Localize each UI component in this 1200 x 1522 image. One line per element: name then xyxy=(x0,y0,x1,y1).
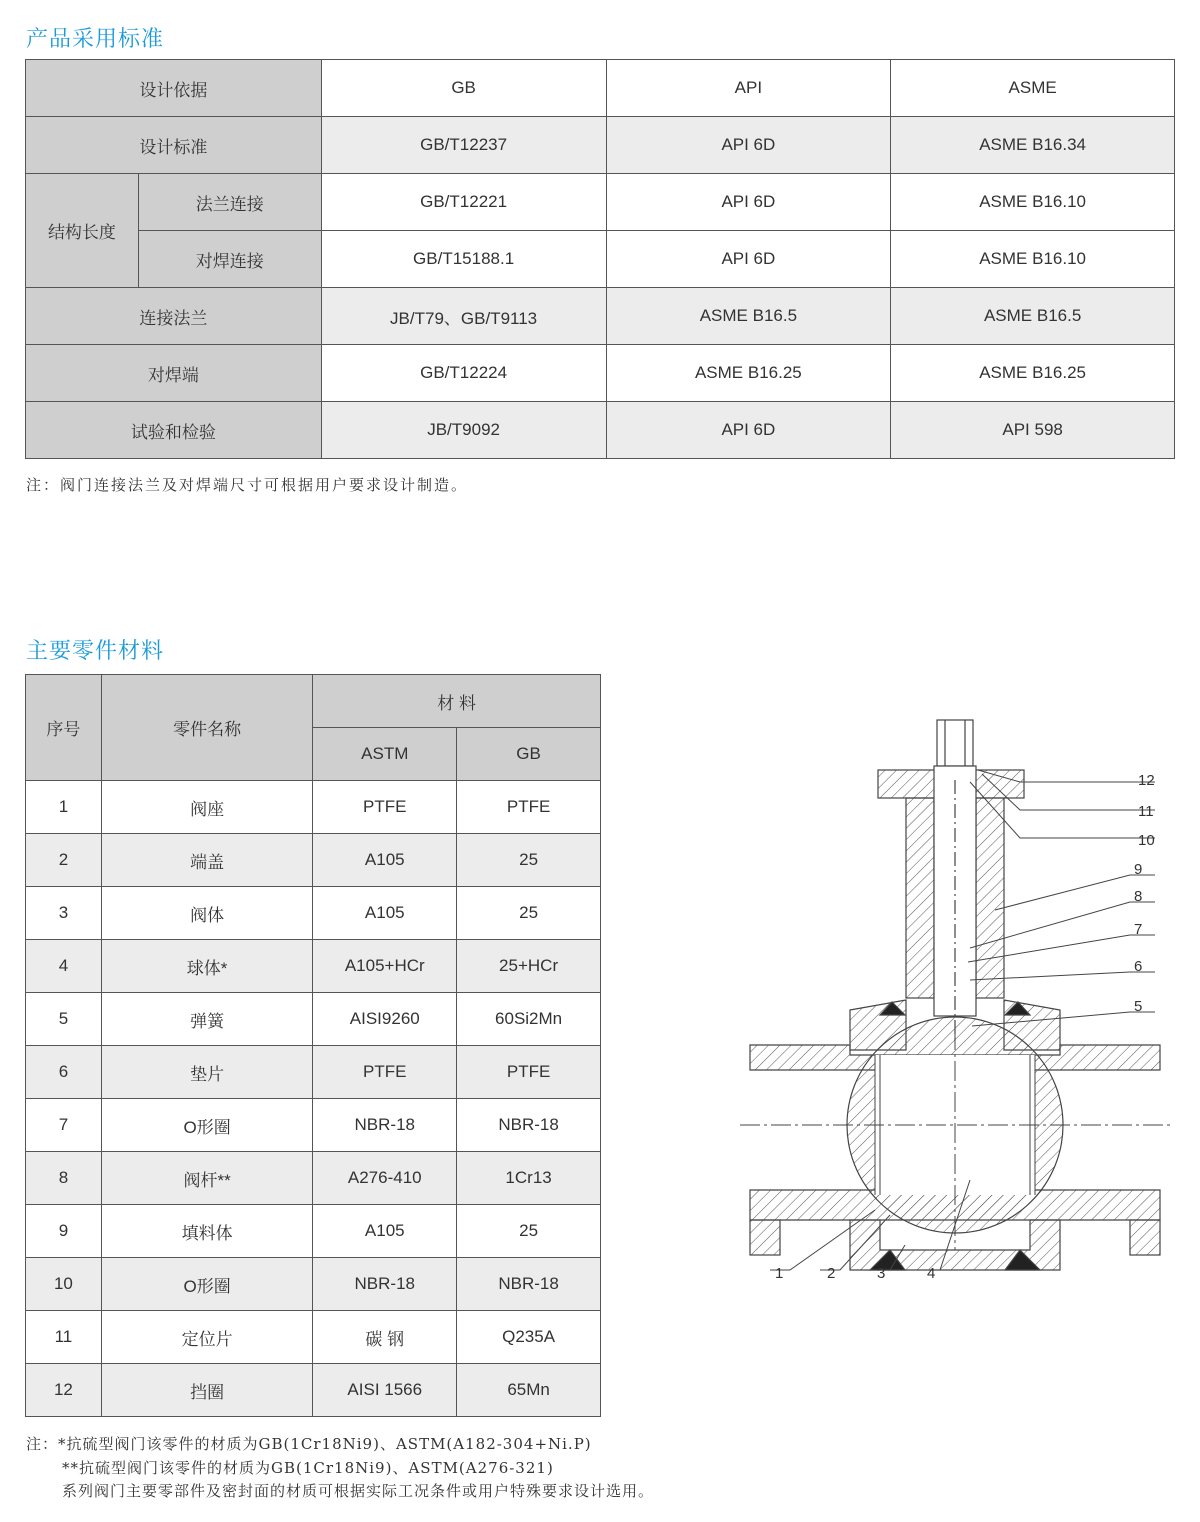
flange-right xyxy=(1130,1220,1160,1255)
cell-asme: ASME B16.10 xyxy=(891,231,1175,288)
cell-asme: ASME B16.34 xyxy=(891,117,1175,174)
cell-name: 填料体 xyxy=(101,1205,313,1258)
standards-note: 注：阀门连接法兰及对焊端尺寸可根据用户要求设计制造。 xyxy=(26,476,469,494)
materials-table xyxy=(25,674,601,1417)
header-gb: GB xyxy=(321,60,606,117)
cell-gb: PTFE xyxy=(457,1046,601,1099)
cell-no: 7 xyxy=(26,1099,102,1152)
cell-gb: Q235A xyxy=(457,1311,601,1364)
part-label-8: 8 xyxy=(1134,888,1143,905)
part-label-10: 10 xyxy=(1138,832,1155,849)
row-group-label: 结构长度 xyxy=(26,174,139,288)
cell-gb: 25 xyxy=(457,887,601,940)
cell-gb: GB/T12237 xyxy=(321,117,606,174)
header-name: 零件名称 xyxy=(101,675,313,781)
table-row xyxy=(26,345,1175,402)
cell-name: 弹簧 xyxy=(101,993,313,1046)
table-row xyxy=(26,288,1175,345)
cell-no: 1 xyxy=(26,781,102,834)
materials-title: 主要零件材料 xyxy=(26,638,165,663)
cell-gb: 60Si2Mn xyxy=(457,993,601,1046)
cell-gb: JB/T9092 xyxy=(321,402,606,459)
row-label: 试验和检验 xyxy=(26,402,322,459)
materials-note-2: **抗硫型阀门该零件的材质为GB(1Cr18Ni9)、ASTM(A276-321) xyxy=(62,1459,554,1477)
cell-api: ASME B16.25 xyxy=(606,345,891,402)
cell-gb: NBR-18 xyxy=(457,1258,601,1311)
cell-astm: A105 xyxy=(313,834,457,887)
part-label-7: 7 xyxy=(1134,921,1143,938)
cell-astm: NBR-18 xyxy=(313,1258,457,1311)
cell-no: 9 xyxy=(26,1205,102,1258)
table-row xyxy=(26,834,601,887)
cell-no: 6 xyxy=(26,1046,102,1099)
cell-api: API 6D xyxy=(606,231,891,288)
part-label-1: 1 xyxy=(775,1265,784,1282)
cell-no: 3 xyxy=(26,887,102,940)
table-row xyxy=(26,1258,601,1311)
table-row xyxy=(26,887,601,940)
header-no: 序号 xyxy=(26,675,102,781)
cell-name: 阀体 xyxy=(101,887,313,940)
row-label: 连接法兰 xyxy=(26,288,322,345)
cell-gb: 25 xyxy=(457,834,601,887)
table-row xyxy=(26,1205,601,1258)
cell-name: 端盖 xyxy=(101,834,313,887)
table-row xyxy=(26,174,1175,231)
standards-header-row xyxy=(26,60,1175,117)
neck-right xyxy=(976,798,1004,998)
cell-api: API 6D xyxy=(606,174,891,231)
neck-left xyxy=(906,798,934,998)
table-row xyxy=(26,940,601,993)
table-row xyxy=(26,993,601,1046)
stem-top xyxy=(937,720,973,766)
materials-note-1: 注：*抗硫型阀门该零件的材质为GB(1Cr18Ni9)、ASTM(A182-304+Ni.P) xyxy=(26,1435,592,1453)
part-label-11: 11 xyxy=(1138,803,1154,820)
cell-gb: GB/T12224 xyxy=(321,345,606,402)
cell-astm: A276-410 xyxy=(313,1152,457,1205)
table-row xyxy=(26,117,1175,174)
table-row xyxy=(26,1364,601,1417)
row-label: 对焊端 xyxy=(26,345,322,402)
table-row xyxy=(26,1046,601,1099)
part-label-12: 12 xyxy=(1138,772,1155,789)
cell-gb: NBR-18 xyxy=(457,1099,601,1152)
row-label: 法兰连接 xyxy=(138,174,321,231)
part-label-5: 5 xyxy=(1134,998,1143,1015)
cell-gb: 25 xyxy=(457,1205,601,1258)
cell-asme: ASME B16.5 xyxy=(891,288,1175,345)
cell-gb: 65Mn xyxy=(457,1364,601,1417)
cell-no: 12 xyxy=(26,1364,102,1417)
part-label-6: 6 xyxy=(1134,958,1143,975)
cell-gb: 25+HCr xyxy=(457,940,601,993)
cell-no: 5 xyxy=(26,993,102,1046)
table-row xyxy=(26,1152,601,1205)
cell-astm: PTFE xyxy=(313,1046,457,1099)
table-row xyxy=(26,1311,601,1364)
header-api: API xyxy=(606,60,891,117)
cell-name: 阀座 xyxy=(101,781,313,834)
table-row xyxy=(26,402,1175,459)
standards-table xyxy=(25,59,1175,459)
flange-left xyxy=(750,1220,780,1255)
cell-name: 阀杆** xyxy=(101,1152,313,1205)
header-material: 材 料 xyxy=(313,675,601,728)
cell-astm: NBR-18 xyxy=(313,1099,457,1152)
cell-gb: GB/T15188.1 xyxy=(321,231,606,288)
table-row xyxy=(26,231,1175,288)
cell-astm: 碳 钢 xyxy=(313,1311,457,1364)
cell-gb: JB/T79、GB/T9113 xyxy=(321,288,606,345)
cell-name: 垫片 xyxy=(101,1046,313,1099)
standards-title: 产品采用标准 xyxy=(26,26,165,51)
cell-gb: 1Cr13 xyxy=(457,1152,601,1205)
row-label: 对焊连接 xyxy=(138,231,321,288)
cell-no: 11 xyxy=(26,1311,102,1364)
header-gb: GB xyxy=(457,728,601,781)
header-astm: ASTM xyxy=(313,728,457,781)
cell-no: 8 xyxy=(26,1152,102,1205)
materials-note-3: 系列阀门主要零部件及密封面的材质可根据实际工况条件或用户特殊要求设计选用。 xyxy=(62,1482,655,1500)
row-label: 设计标准 xyxy=(26,117,322,174)
cell-name: O形圈 xyxy=(101,1258,313,1311)
header-basis: 设计依据 xyxy=(26,60,322,117)
cell-astm: AISI 1566 xyxy=(313,1364,457,1417)
cell-no: 2 xyxy=(26,834,102,887)
cell-api: ASME B16.5 xyxy=(606,288,891,345)
part-label-2: 2 xyxy=(827,1265,836,1282)
header-asme: ASME xyxy=(891,60,1175,117)
table-row xyxy=(26,781,601,834)
cell-astm: AISI9260 xyxy=(313,993,457,1046)
cell-astm: A105 xyxy=(313,887,457,940)
valve-section-drawing xyxy=(730,710,1180,1300)
cell-gb: GB/T12221 xyxy=(321,174,606,231)
cell-gb: PTFE xyxy=(457,781,601,834)
cell-name: 球体* xyxy=(101,940,313,993)
cell-astm: A105 xyxy=(313,1205,457,1258)
cell-no: 10 xyxy=(26,1258,102,1311)
cell-name: O形圈 xyxy=(101,1099,313,1152)
cell-asme: ASME B16.25 xyxy=(891,345,1175,402)
part-label-3: 3 xyxy=(877,1265,886,1282)
cell-name: 挡圈 xyxy=(101,1364,313,1417)
part-label-4: 4 xyxy=(927,1265,936,1282)
cell-asme: API 598 xyxy=(891,402,1175,459)
part-label-9: 9 xyxy=(1134,861,1143,878)
cell-no: 4 xyxy=(26,940,102,993)
cell-astm: A105+HCr xyxy=(313,940,457,993)
cell-asme: ASME B16.10 xyxy=(891,174,1175,231)
cell-api: API 6D xyxy=(606,117,891,174)
cell-api: API 6D xyxy=(606,402,891,459)
cell-astm: PTFE xyxy=(313,781,457,834)
cell-name: 定位片 xyxy=(101,1311,313,1364)
table-row xyxy=(26,1099,601,1152)
